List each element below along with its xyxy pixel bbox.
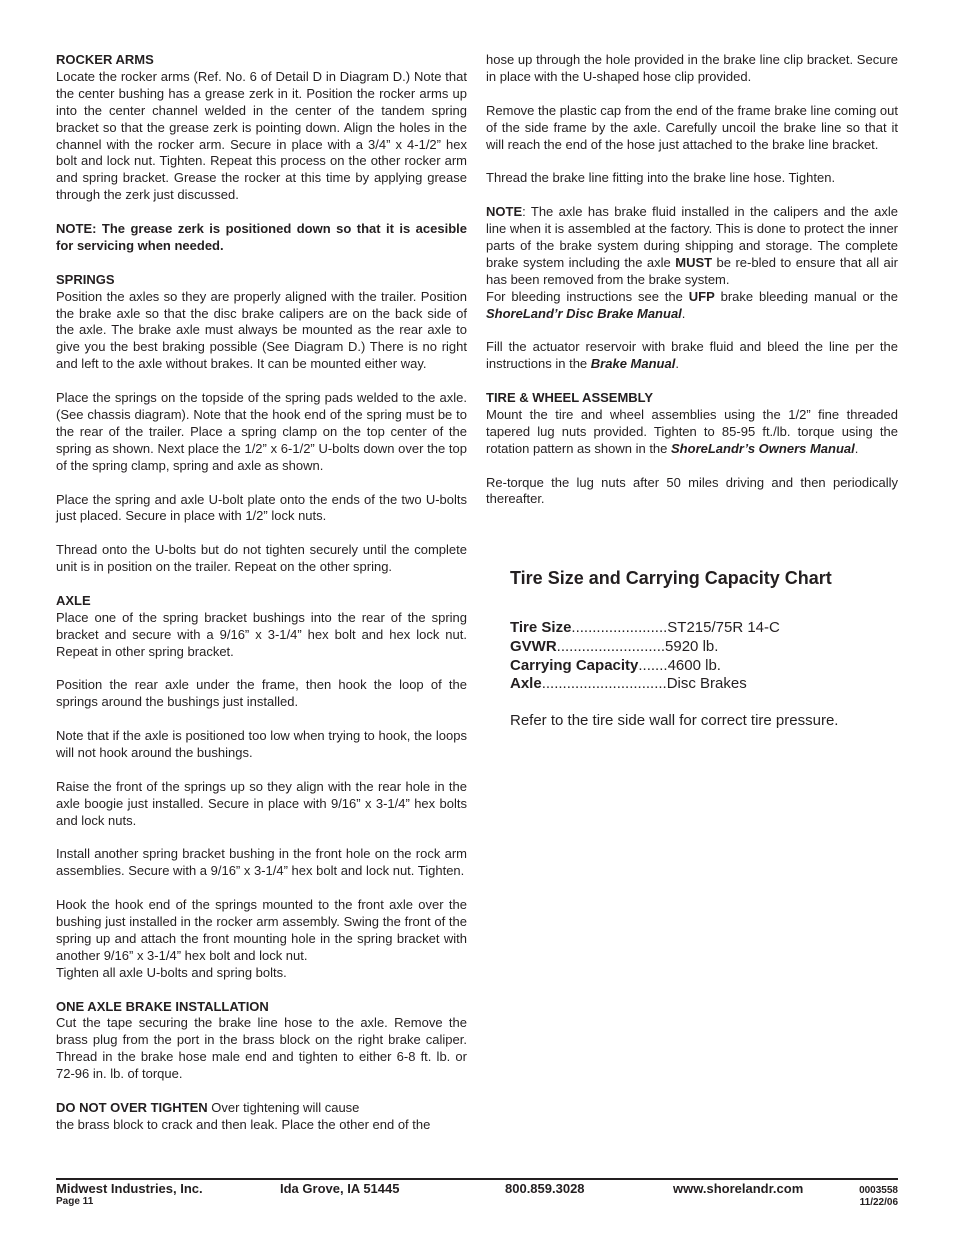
owners-manual-ref: ShoreLandr’s Owners Manual <box>671 440 855 456</box>
footer-date: 11/22/06 <box>859 1197 898 1208</box>
axle-paragraph: Tighten all axle U-bolts and spring bolts. <box>56 964 287 980</box>
row-value: 5920 lb. <box>665 637 719 655</box>
bleed-text: For bleeding instructions see the <box>486 288 689 304</box>
grease-zerk-note <box>56 221 467 255</box>
ufp-label: UFP <box>688 288 715 304</box>
row-label: Tire Size <box>510 619 572 636</box>
tire-wheel-paragraph <box>486 407 898 458</box>
footer-divider <box>56 1178 898 1180</box>
axle-paragraph: Raise the front of the springs up so they align with the rear hole in the axle boogie just installed. Secure in place with 9/16” x 3-1/4” hex bolts and lock nuts. <box>56 778 467 828</box>
row-label: Axle <box>510 675 542 693</box>
bleeding-instructions <box>486 289 898 323</box>
footer-company-block <box>56 1181 203 1207</box>
tire-capacity-chart <box>510 568 898 729</box>
footer-doc-number: 0003558 <box>859 1185 898 1196</box>
bleed-text: . <box>681 305 686 321</box>
hose-paragraph: hose up through the hole provided in the brake line clip bracket. Secure in place with the U-shaped hose clip provided. <box>486 52 898 84</box>
rocker-arms-heading: ROCKER ARMS <box>56 52 154 67</box>
row-dots: .............................. <box>541 675 667 693</box>
footer-website: www.shorelandr.com <box>673 1181 804 1196</box>
left-column <box>56 52 467 1134</box>
over-tighten-text-continued: the brass block to crack and then leak. Place the other end of the <box>56 1116 431 1132</box>
footer-phone: 800.859.3028 <box>505 1181 585 1196</box>
retorque-paragraph: Re-torque the lug nuts after 50 miles driving and then periodically thereafter. <box>486 474 898 507</box>
brake-installation-heading: ONE AXLE BRAKE INSTALLATION <box>56 998 269 1014</box>
row-dots: ....................... <box>571 619 668 636</box>
chart-row-tire-size <box>510 619 898 638</box>
chart-row-axle <box>510 675 898 694</box>
brake-fluid-note <box>486 204 898 289</box>
row-label: GVWR <box>510 637 557 655</box>
axle-paragraph: Install another spring bracket bushing in the front hole on the rock arm assemblies. Secure with a 9/16” x 3-1/4” hex bolt and lock nut. Tighten. <box>56 846 467 879</box>
springs-paragraph: Thread onto the U-bolts but do not tighten securely until the complete unit is in position on the trailer. Repeat on the other spring. <box>56 542 467 575</box>
axle-paragraph: Position the rear axle under the frame, then hook the loop of the springs around the bushings just installed. <box>56 677 467 710</box>
row-value: Disc Brakes <box>666 675 747 693</box>
axle-paragraph: Hook the hook end of the springs mounted to the front axle over the bushing just installed in the rocker arm assembly. Swing the front of the spring up and attach the front mounting hole in the spring bracket with another 9/16” x 3-1/4” hex bolt and lock nut. <box>56 897 467 963</box>
tire-text: . <box>854 440 859 456</box>
springs-paragraph: Position the axles so they are properly aligned with the trailer. Position the brake axle so that the disc brake calipers are on the back side of the axle. The brake axle must always be mounted as the rear axle to give you the best braking possible (See Diagram D.) There is no right and left to the axle without brakes. It can be mounted either way. <box>56 288 467 372</box>
row-label: Carrying Capacity <box>510 656 639 674</box>
brake-fitting-paragraph: Thread the brake line fitting into the brake line hose. Tighten. <box>486 170 836 186</box>
note-label: NOTE <box>486 204 523 220</box>
over-tighten-label: DO NOT OVER TIGHTEN <box>56 1099 208 1115</box>
brake-installation-paragraph: Cut the tape securing the brake line hose to the axle. Remove the brass plug from the port in the brass block on the right brake caliper. Thread in the brake hose male end and tighten to either 6-8 ft. lb. or 72-96 in. lb. of torque. <box>56 1015 467 1082</box>
over-tighten-text: Over tightening will cause <box>207 1099 360 1115</box>
axle-heading: AXLE <box>56 592 91 608</box>
axle-paragraph: Place one of the spring bracket bushings into the rear of the spring bracket and secure with a 9/16” x 3-1/4” hex bolt and hex lock nut. Repeat in other spring bracket. <box>56 609 467 659</box>
tire-wheel-heading: TIRE & WHEEL ASSEMBLY <box>486 390 654 406</box>
footer-doc-info <box>852 1185 898 1209</box>
disc-brake-manual-ref: ShoreLand’r Disc Brake Manual <box>486 305 682 321</box>
springs-paragraph: Place the springs on the topside of the spring pads welded to the axle. (See chassis diagram). Note that the hook end of the spring must be to the rear of the trailer. Place a spring clamp on the top center of the spring as shown. Next place the 1/2” x 6-1/2” U-bolts down over the top of the spring clamp, spring and axle as shown. <box>56 390 467 473</box>
row-dots: ....... <box>638 656 668 674</box>
over-tighten-warning <box>56 1100 467 1117</box>
must-emphasis: MUST <box>675 254 713 270</box>
brake-manual-ref: Brake Manual <box>590 356 676 372</box>
chart-title: Tire Size and Carrying Capacity Chart <box>510 568 832 588</box>
note-text: : The axle has brake fluid installed in the calipers and the axle line when it is assembled at the factory. This is done to protect the inner parts of the brake system during shipping and storage. The complete brake system including the axle <box>486 204 898 270</box>
rocker-arms-text: Locate the rocker arms (Ref. No. 6 of Detail D in Diagram D.) Note that the center bushing has a grease zerk in it. Position the rocker arms up into the center channel welded in the center of the tandem spring bracket so that the grease zerk is pointing down. Align the holes in the channel with the rocker arm. Secure in place with a 3/4” x 4-1/2” hex bolt and lock nut. Tighten. Repeat this process on the other rocker arm and spring bracket. Grease the rocker at this time by applying grease through the zerk just discussed. <box>56 68 467 203</box>
note-label: NOTE <box>56 221 93 237</box>
footer-location: Ida Grove, IA 51445 <box>280 1181 400 1196</box>
fill-reservoir-paragraph <box>486 339 898 373</box>
fill-text: . <box>675 356 679 372</box>
note-text: be re-bled to ensure that all air has been removed from the brake system. <box>486 254 899 287</box>
footer-page-number: Page 11 <box>56 1196 94 1207</box>
chart-row-gvwr <box>510 638 898 657</box>
bleed-text: brake bleeding manual or the <box>714 288 898 304</box>
fill-text: Fill the actuator reservoir with brake fluid and bleed the line per the instructions in the <box>486 339 898 372</box>
row-value: 4600 lb. <box>667 656 721 674</box>
row-dots: .......................... <box>556 637 666 655</box>
springs-paragraph: Place the spring and axle U-bolt plate onto the ends of the two U-bolts just placed. Secure in place with 1/2” lock nuts. <box>56 491 467 524</box>
tire-text: Mount the tire and wheel assemblies using the 1/2” fine threaded tapered lug nuts provided. Tighten to 85-95 ft./lb. torque using the rotation pattern as shown in the <box>486 406 898 456</box>
tire-pressure-note: Refer to the tire side wall for correct tire pressure. <box>510 712 839 730</box>
brake-line-paragraph: Remove the plastic cap from the end of the frame brake line coming out of the side frame by the axle. Carefully uncoil the brake line so that it will reach the end of the hose just attached to the brake line bracket. <box>486 102 898 152</box>
axle-paragraph: Note that if the axle is positioned too low when trying to hook, the loops will not hook around the bushings. <box>56 728 467 761</box>
footer-company: Midwest Industries, Inc. <box>56 1181 203 1196</box>
right-column <box>486 52 898 508</box>
springs-heading: SPRINGS <box>56 271 115 287</box>
note-text: : The grease zerk is positioned down so that it is acesible for servicing when needed. <box>56 221 467 253</box>
row-value: ST215/75R 14-C <box>667 619 780 636</box>
chart-row-carrying-capacity <box>510 657 898 676</box>
